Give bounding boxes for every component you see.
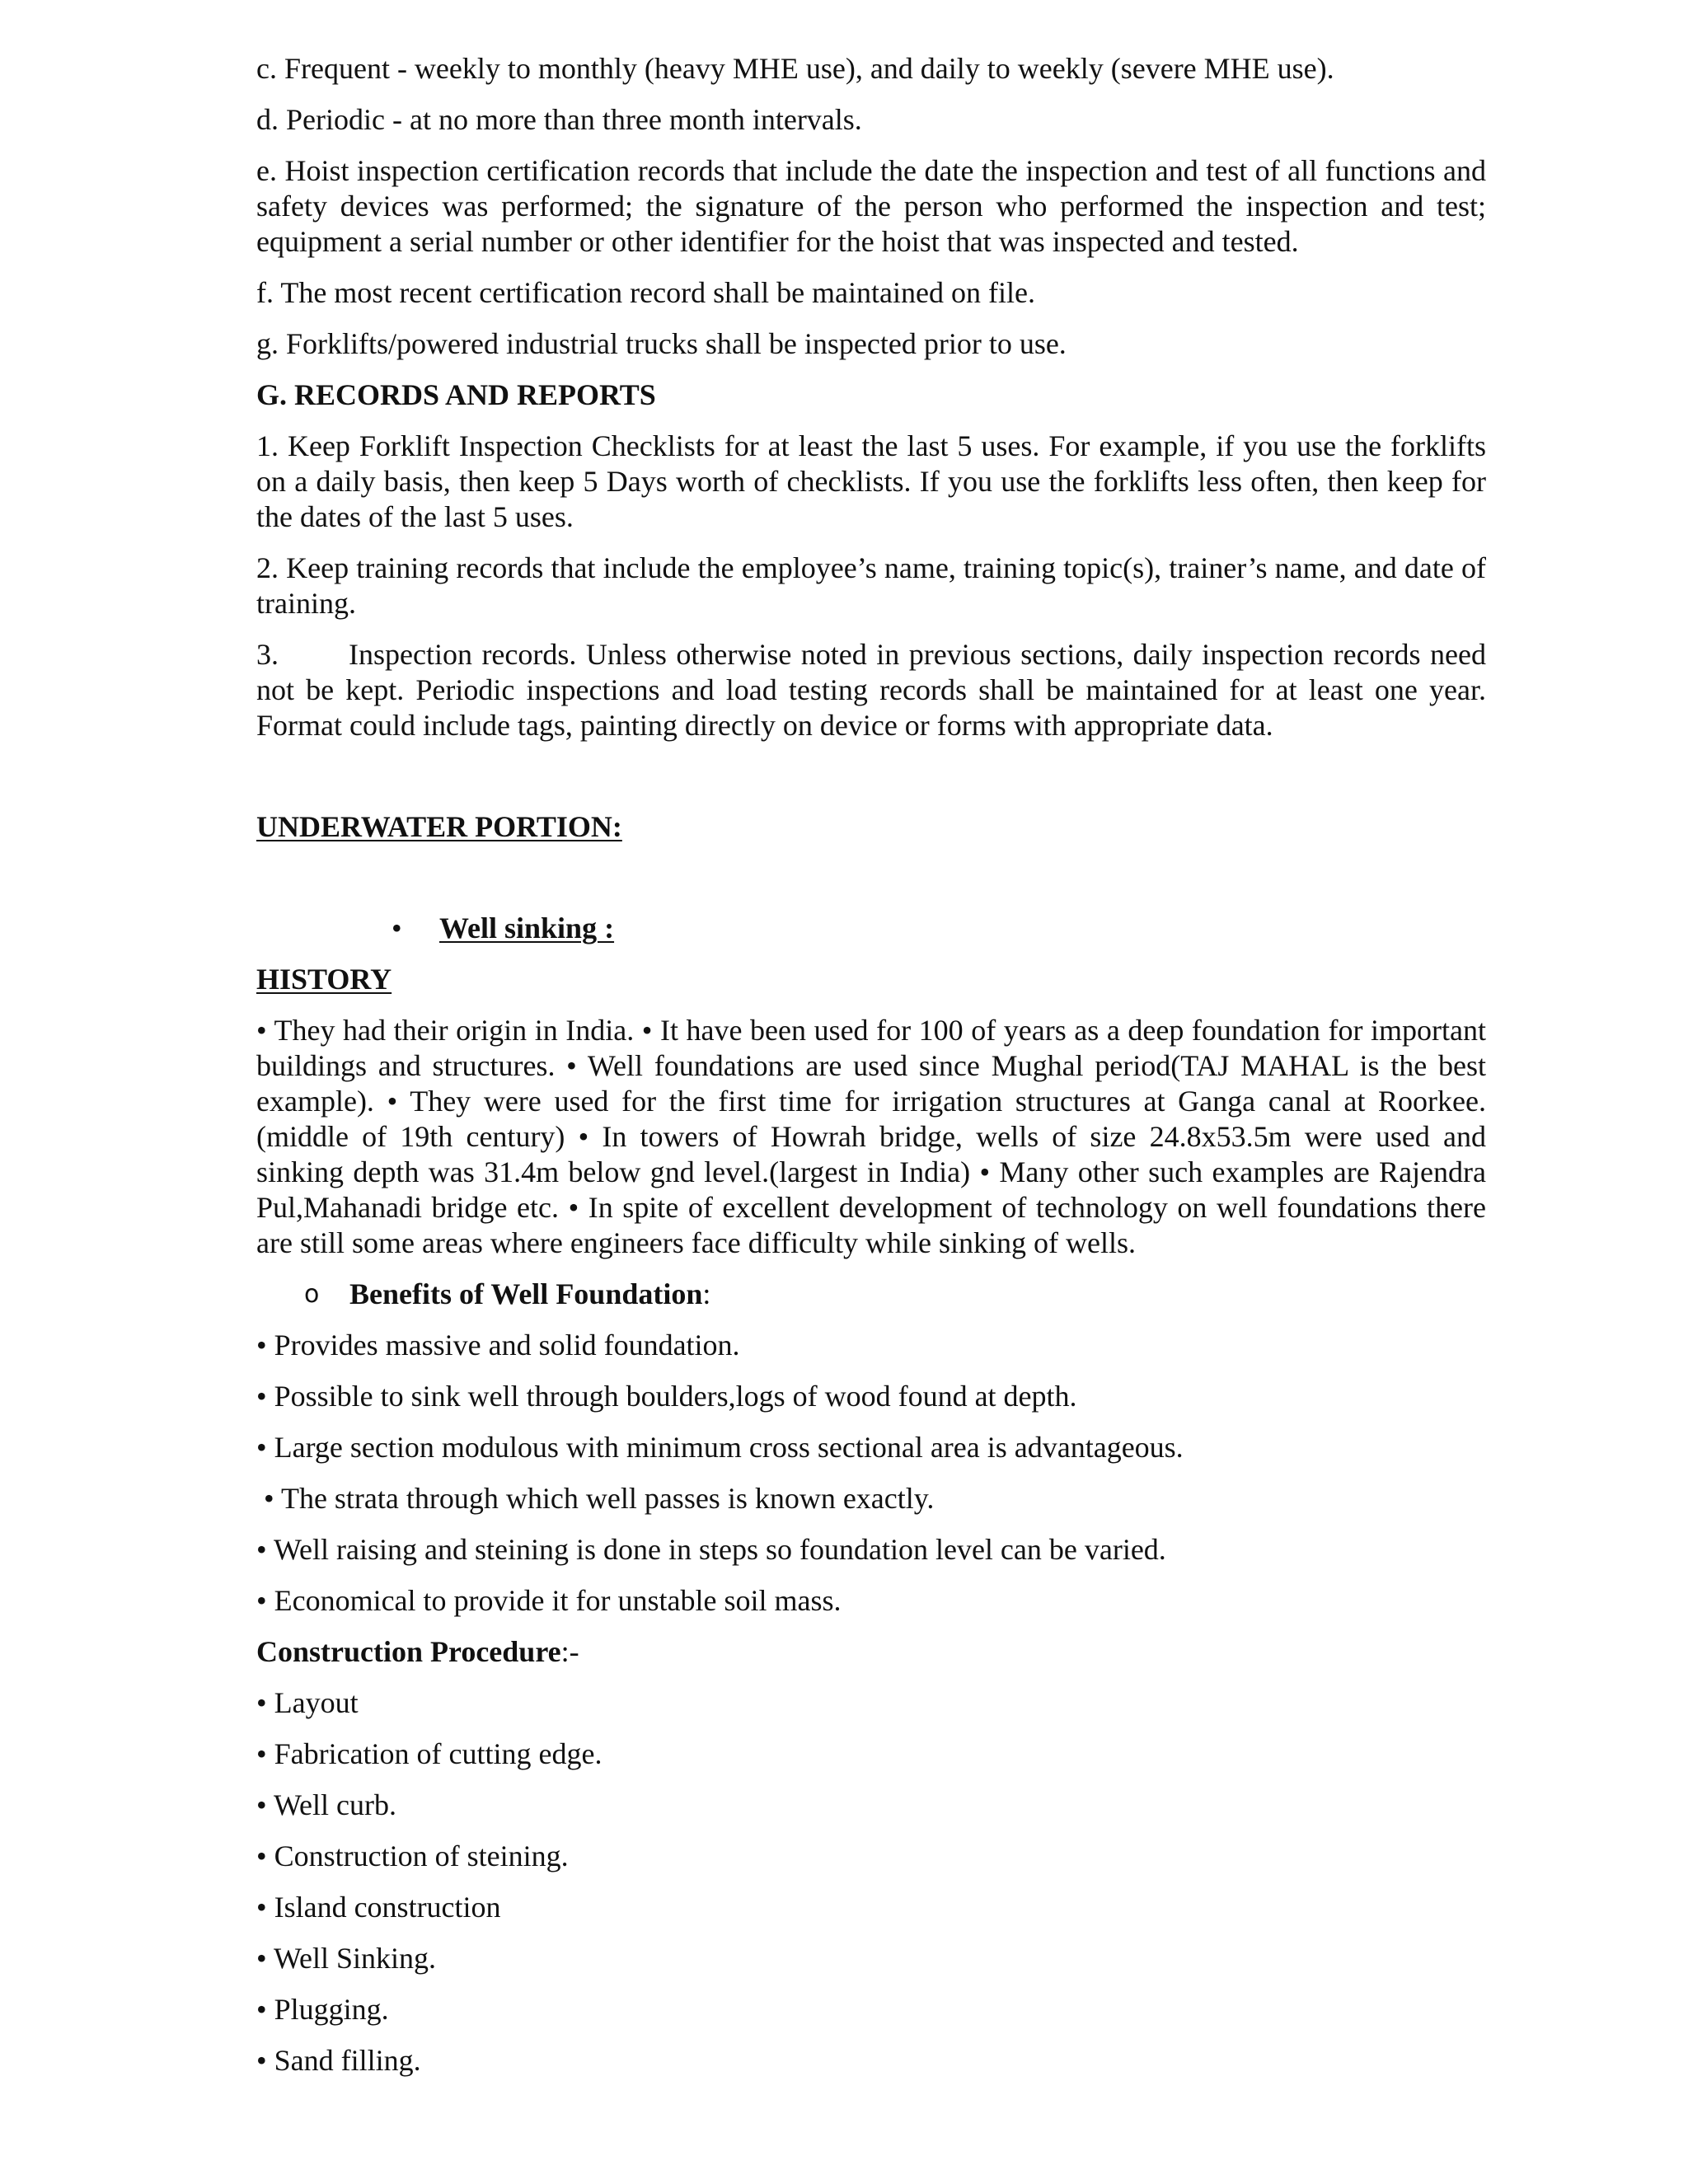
list-item: • Provides massive and solid foundation. — [256, 1329, 740, 1361]
records-item-3 — [256, 637, 1486, 743]
records-heading: G. RECORDS AND REPORTS — [256, 378, 656, 411]
list-item: • Layout — [256, 1686, 359, 1719]
circle-bullet-icon: o — [304, 1280, 320, 1309]
records-item-3-text: Inspection records. Unless otherwise noted in previous sections, daily inspection records need not be kept. Periodic inspections and load testing records shall be maintained for at least one year. Format could include tags, painting directly on device or forms with appropriate data. — [256, 638, 1486, 742]
list-item: • Well Sinking. — [256, 1942, 437, 1975]
inspection-item-d: d. Periodic - at no more than three month intervals. — [256, 103, 862, 136]
benefits-heading-item — [256, 1277, 1486, 1312]
list-item: • Well raising and steining is done in steps so foundation level can be varied. — [256, 1533, 1166, 1566]
construction-heading: Construction Procedure — [256, 1635, 561, 1668]
list-item: • Large section modulous with minimum cross sectional area is advantageous. — [256, 1431, 1184, 1464]
list-item: • Construction of steining. — [256, 1840, 569, 1872]
underwater-heading: UNDERWATER PORTION: — [256, 810, 622, 843]
records-item-1: 1. Keep Forklift Inspection Checklists for at least the last 5 uses. For example, if you use the forklifts on a daily basis, then keep 5 Days worth of checklists. If you use the forklifts less often, then keep for the dates of the last 5 uses. — [256, 429, 1486, 533]
list-item: • The strata through which well passes is known exactly. — [256, 1482, 935, 1515]
inspection-item-c: c. Frequent - weekly to monthly (heavy MHE use), and daily to weekly (severe MHE use). — [256, 52, 1334, 85]
list-item: • Sand filling. — [256, 2044, 421, 2077]
list-item: • Economical to provide it for unstable soil mass. — [256, 1584, 842, 1617]
records-item-2: 2. Keep training records that include the employee’s name, training topic(s), trainer’s name, and date of training. — [256, 551, 1486, 620]
list-item: • Island construction — [256, 1891, 501, 1924]
list-item: • Fabrication of cutting edge. — [256, 1737, 603, 1770]
list-item: • Possible to sink well through boulders,logs of wood found at depth. — [256, 1380, 1077, 1413]
inspection-item-f: f. The most recent certification record shall be maintained on file. — [256, 276, 1035, 309]
bullet-icon: • — [392, 912, 402, 944]
history-heading: HISTORY — [256, 963, 392, 996]
inspection-item-g: g. Forklifts/powered industrial trucks shall be inspected prior to use. — [256, 327, 1067, 360]
benefits-list — [256, 1328, 1486, 1619]
records-item-3-number: 3. — [256, 638, 279, 671]
construction-steps-list — [256, 1685, 1486, 2079]
list-item: • Well curb. — [256, 1788, 396, 1821]
benefits-heading: Benefits of Well Foundation — [349, 1277, 703, 1310]
construction-heading-line — [256, 1634, 1486, 1670]
list-item: • Plugging. — [256, 1993, 389, 2026]
history-text: • They had their origin in India. • It have been used for 100 of years as a deep foundation for important buildings and structures. • Well foundations are used since Mughal period(TAJ MAHAL is the best example). • They were used for the first time for irrigation structures at Ganga canal at Roorkee.(middle of 19th century) • In towers of Howrah bridge, wells of size 24.8x53.5m were used and sinking depth was 31.4m below gnd level.(largest in India) • Many other such examples are Rajendra Pul,Mahanadi bridge etc. • In spite of excellent development of technology on well foundations there are still some areas where engineers face difficulty while sinking of wells. — [256, 1014, 1486, 1259]
construction-heading-suffix: :- — [560, 1635, 579, 1668]
well-sinking-item — [256, 911, 1486, 946]
inspection-item-e: e. Hoist inspection certification records that include the date the inspection and test of all functions and safety devices was performed; the signature of the person who performed the inspection and test; equipment a serial number or other identifier for the hoist that was inspected and tested. — [256, 154, 1486, 258]
well-sinking-title: Well sinking : — [439, 912, 615, 944]
document-page — [256, 51, 1486, 2079]
benefits-heading-colon: : — [702, 1277, 711, 1310]
